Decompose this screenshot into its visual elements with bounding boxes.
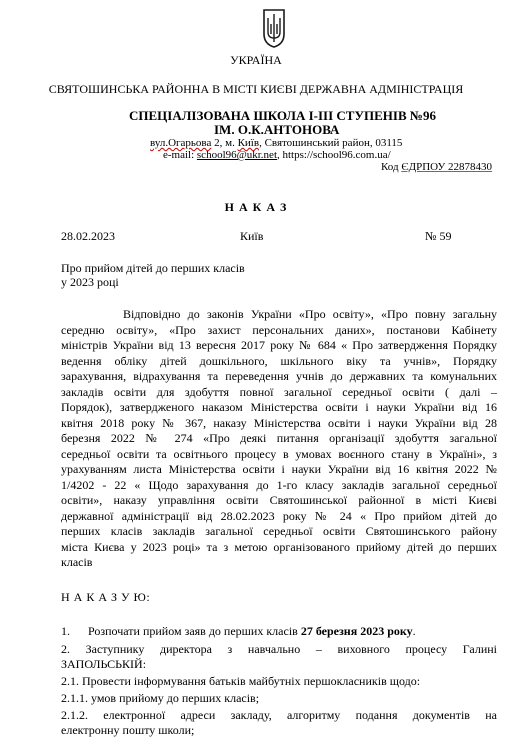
- preamble-line: міністрів України від 13 вересня 2017 року № 684 « Про затвердження Порядку: [61, 338, 497, 352]
- order-item-2-1-2: 2.1.2. електронної адреси закладу, алгоритму подання документів на: [61, 708, 497, 722]
- nakazuyu-heading: Н А К А З У Ю:: [61, 590, 151, 604]
- school-name-2: ІМ. О.К.АНТОНОВА: [214, 122, 340, 137]
- address-city: Київ: [237, 137, 260, 149]
- order-item-2-1-1: 2.1.1. умов прийому до перших класів;: [61, 691, 260, 705]
- preamble-line: Порядок), затвердженого наказом Міністерства освіти і науки України від 16: [61, 400, 497, 414]
- school-name: СПЕЦІАЛІЗОВАНА ШКОЛА І-ІІІ СТУПЕНІВ №96: [129, 108, 436, 123]
- preamble-line: 1/4202 - 22 « Щодо зарахування до 1-го класу закладів загальної середньої: [61, 477, 497, 492]
- order-title: Н А К А З: [224, 200, 288, 214]
- preamble-line: закладів освіти для здобуття повної загальної середньої освіти ( далі –: [61, 384, 497, 399]
- order-date: 28.02.2023: [61, 229, 115, 243]
- preamble-line: середньої освіти та освітнього процесу в умовах воєнного стану в Україні», з: [61, 446, 497, 461]
- preamble-line: квітня 2018 року № 367, наказу Міністерства освіти і науки України від 28: [61, 415, 497, 430]
- item-end: .: [412, 624, 416, 638]
- address-part: 2, м.: [211, 137, 238, 149]
- country-title: УКРАЇНА: [230, 53, 282, 67]
- email-link[interactable]: school96@ukr.net: [196, 149, 277, 161]
- address-street: вул.Огарьова: [150, 137, 212, 149]
- preamble-line: міста Києва у 2023 році» та з метою організованого прийому дітей до перших: [61, 539, 497, 554]
- coat-of-arms-icon: [262, 8, 286, 48]
- edrpou-label: Код: [381, 161, 402, 173]
- order-city: Київ: [240, 229, 264, 243]
- order-subject-1: Про прийом дітей до перших класів: [61, 261, 245, 275]
- preamble-line: класів: [61, 555, 93, 569]
- preamble-line: урахуванням листа Міністерства освіти і науки України від 16 квітня 2022 №: [61, 462, 497, 476]
- preamble-line: зарахування, відрахування та переведення учнів до державних та комунальних: [61, 369, 497, 383]
- preamble-line: освіти», наказу управління освіти Святошинської районної в місті Києві: [61, 493, 497, 507]
- preamble-line: перших класів закладів загальної середньої освіти Святошинського району: [61, 524, 497, 538]
- preamble-line: державної адміністрації від 28.02.2023 року № 24 « Про прийом дітей до: [61, 508, 497, 523]
- email-label: e-mail:: [163, 149, 197, 161]
- order-item-2: 2. Заступнику директора з навчально – виховного процесу Галині: [61, 642, 497, 656]
- order-number: № 59: [425, 229, 452, 243]
- preamble-line: ведення обліку дітей дошкільного, шкільного віку та учнів», Порядку: [61, 353, 497, 368]
- administration-title: СВЯТОШИНСЬКА РАЙОННА В МІСТІ КИЄВІ ДЕРЖАВНА АДМІНІСТРАЦІЯ: [48, 82, 464, 96]
- order-item-1: [61, 624, 416, 639]
- preamble-line: середню освіту», «Про захист персональних даних», постанови Кабінету: [61, 322, 497, 337]
- item-text: Розпочати прийом заяв до перших класів: [88, 624, 301, 638]
- address-part-2: , Святошинський район, 03115: [259, 137, 403, 149]
- order-item-2-cont: ЗАПОЛЬСЬКІЙ:: [61, 657, 147, 671]
- website-link[interactable]: , https://school96.com.ua/: [277, 149, 391, 161]
- order-subject-2: у 2023 році: [61, 275, 119, 289]
- edrpou-value: ЄДРПОУ 22878430: [401, 161, 493, 173]
- preamble-line: Відповідно до законів України «Про освіту», «Про повну загальну: [123, 307, 497, 321]
- item-number: 1.: [61, 624, 70, 638]
- edrpou-code: [381, 161, 492, 174]
- school-contacts: [163, 149, 391, 162]
- item-date: 27 березня 2023 року: [300, 624, 413, 638]
- preamble-line: березня 2022 № 274 «Про деякі питання організації здобуття загальної: [61, 431, 497, 445]
- order-preamble: [61, 307, 497, 571]
- order-item-2-1: 2.1. Провести інформування батьків майбутніх першокласників щодо:: [61, 674, 421, 688]
- order-item-2-1-2-cont: електронну пошту школи;: [61, 723, 195, 737]
